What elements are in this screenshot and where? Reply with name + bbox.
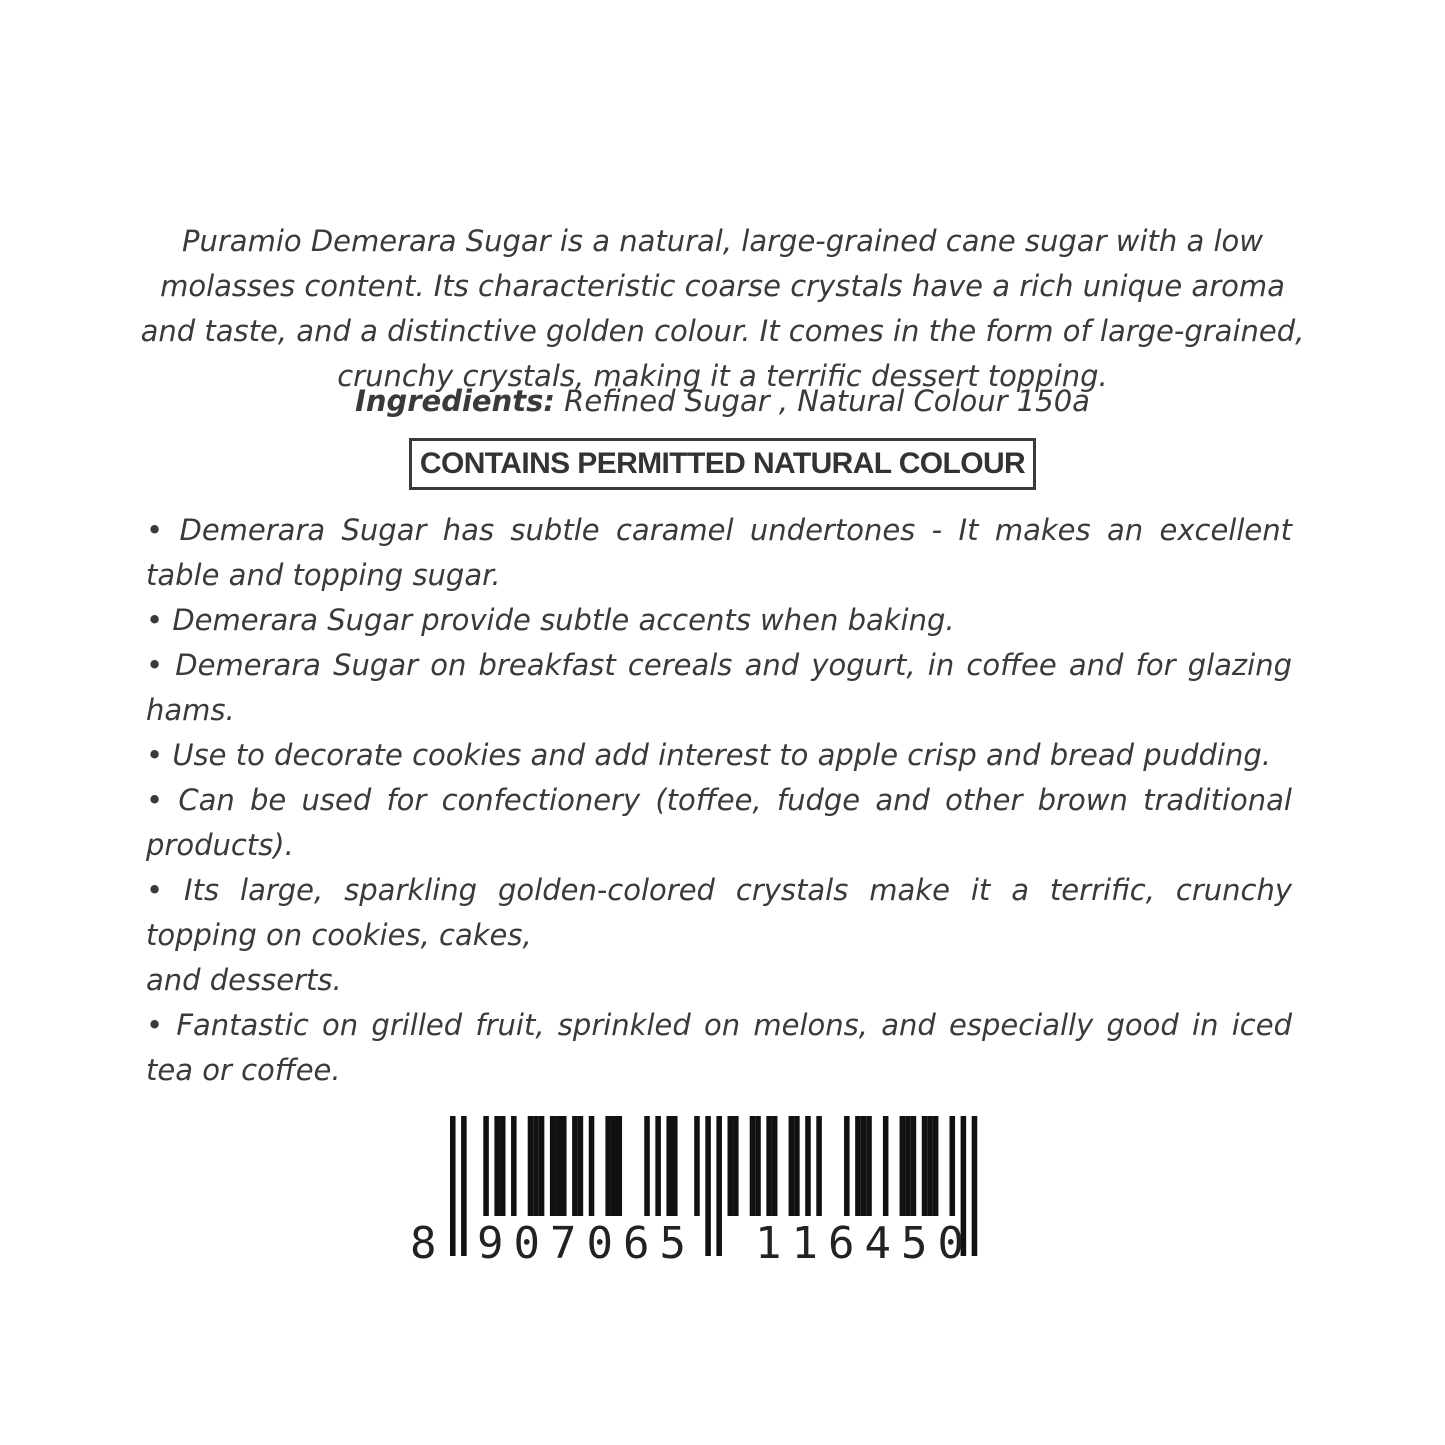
usage-item: • Demerara Sugar provide subtle accents when baking. xyxy=(146,603,955,637)
barcode-bar xyxy=(861,1116,867,1216)
barcode-bar xyxy=(528,1116,534,1216)
barcode-bar xyxy=(550,1116,556,1216)
barcode-bar xyxy=(900,1116,906,1216)
barcode-bar xyxy=(461,1116,467,1256)
barcode-bar xyxy=(511,1116,517,1216)
barcode-bar xyxy=(483,1116,489,1216)
barcode-bar xyxy=(655,1116,661,1216)
barcode-bar xyxy=(733,1116,739,1216)
barcode-bar xyxy=(772,1116,778,1216)
barcode-bar xyxy=(578,1116,584,1216)
barcode-bar xyxy=(844,1116,850,1216)
barcode-bar xyxy=(905,1116,911,1216)
barcode-bar xyxy=(555,1116,561,1216)
colour-notice-box: CONTAINS PERMITTED NATURAL COLOUR xyxy=(409,438,1036,490)
barcode-bar xyxy=(855,1116,861,1216)
barcode-bar xyxy=(866,1116,872,1216)
barcode-bar xyxy=(766,1116,772,1216)
barcode-bar xyxy=(750,1116,756,1216)
ingredients-line xyxy=(130,381,1315,421)
barcode-bar xyxy=(805,1116,811,1216)
barcode-bar xyxy=(755,1116,761,1216)
barcode-bar xyxy=(794,1116,800,1216)
ingredients-label: Ingredients: xyxy=(355,384,555,418)
barcode-bar xyxy=(911,1116,917,1216)
barcode xyxy=(405,1112,1035,1272)
usage-item: and desserts. xyxy=(146,963,342,997)
barcode-bar xyxy=(561,1116,567,1216)
barcode-bar xyxy=(539,1116,545,1216)
usage-item: • Its large, sparkling golden-colored crystals make it a terrific, crunchy topping on cookies, cakes, xyxy=(146,873,1292,952)
barcode-left-digits: 907065 xyxy=(477,1218,696,1269)
barcode-bar xyxy=(666,1116,672,1216)
barcode-bar xyxy=(922,1116,928,1216)
colour-notice-wrapper xyxy=(0,438,1445,490)
barcode-bar xyxy=(617,1116,623,1216)
barcode-bar xyxy=(716,1116,722,1256)
barcode-bar xyxy=(672,1116,678,1216)
barcode-bar xyxy=(644,1116,650,1216)
barcode-bar xyxy=(927,1116,933,1216)
barcode-bar xyxy=(500,1116,506,1216)
usage-list xyxy=(146,508,1292,1093)
barcode-bar xyxy=(950,1116,956,1216)
barcode-bar xyxy=(933,1116,939,1216)
barcode-bar xyxy=(572,1116,578,1216)
usage-item: • Use to decorate cookies and add interest to apple crisp and bread pudding. xyxy=(146,738,1271,772)
usage-item: • Demerara Sugar on breakfast cereals and yogurt, in coffee and for glazing hams. xyxy=(146,648,1292,727)
barcode-bar xyxy=(533,1116,539,1216)
product-description: Puramio Demerara Sugar is a natural, large-grained cane sugar with a low molasses content. Its characteristic coarse crystals have a rich unique aroma and taste, and a distinctive golden colour. It comes in the form of large-grained, crunchy crystals, making it a terrific dessert topping. xyxy=(140,224,1305,393)
barcode-bar xyxy=(883,1116,889,1216)
barcode-bar xyxy=(611,1116,617,1216)
barcode-bar xyxy=(705,1116,711,1256)
barcode-bar xyxy=(589,1116,595,1216)
usage-item: • Demerara Sugar has subtle caramel undertones - It makes an excellent table and topping sugar. xyxy=(146,513,1292,592)
usage-item: • Fantastic on grilled fruit, sprinkled on melons, and especially good in iced tea or coffee. xyxy=(146,1008,1292,1087)
barcode-bar xyxy=(789,1116,795,1216)
barcode-bar xyxy=(728,1116,734,1216)
barcode-bar xyxy=(450,1116,456,1256)
usage-item: • Can be used for confectionery (toffee, fudge and other brown traditional products). xyxy=(146,783,1292,862)
barcode-bar xyxy=(605,1116,611,1216)
barcode-bar xyxy=(816,1116,822,1216)
barcode-first-digit: 8 xyxy=(410,1218,437,1269)
ingredients-value: Refined Sugar , Natural Colour 150a xyxy=(554,384,1090,418)
barcode-right-digits: 116450 xyxy=(755,1218,974,1269)
barcode-bar xyxy=(694,1116,700,1216)
barcode-bar xyxy=(494,1116,500,1216)
